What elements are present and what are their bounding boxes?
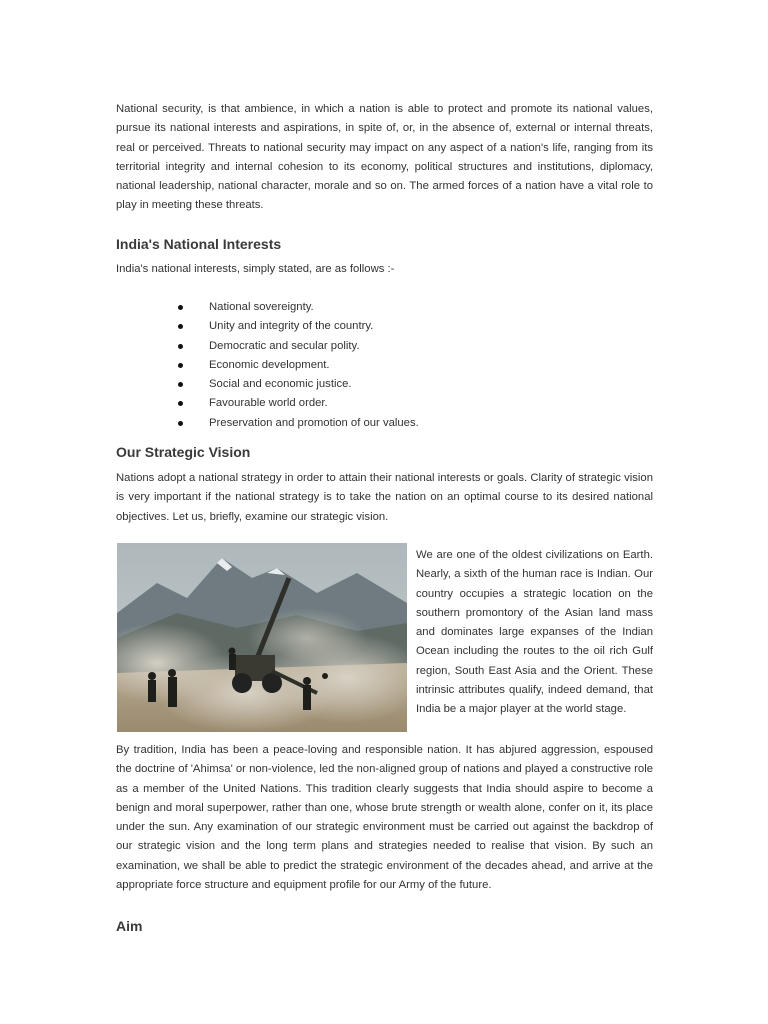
list-item: Social and economic justice. bbox=[116, 375, 653, 394]
heading-national-interests: India's National Interests bbox=[116, 236, 282, 252]
bullet-icon bbox=[178, 401, 183, 406]
bullet-icon bbox=[178, 382, 183, 387]
heading-aim: Aim bbox=[116, 918, 143, 934]
bullet-icon bbox=[178, 305, 183, 310]
bullet-icon bbox=[178, 421, 183, 426]
artillery-photo bbox=[117, 543, 407, 732]
intro-paragraph: National security, is that ambience, in which a nation is able to protect and promote its national values, pursue its national interests and aspirations, in spite of, or, in the absence of, external or internal threats, real or perceived. Threats to national security may impact on any aspect of a nation's life, ranging from its territorial integrity and internal cohesion to its economy, political structures and institutions, diplomacy, national leadership, national character, morale and so on. The armed forces of a nation have a vital role to play in meeting these threats. bbox=[116, 103, 653, 212]
list-item: Favourable world order. bbox=[116, 394, 653, 413]
list-item: Preservation and promotion of our values. bbox=[116, 414, 653, 433]
list-item: Unity and integrity of the country. bbox=[116, 317, 653, 336]
bullet-icon bbox=[178, 344, 183, 349]
artillery-photo-graphic bbox=[117, 543, 407, 732]
bullet-icon bbox=[178, 324, 183, 329]
list-item: Democratic and secular polity. bbox=[116, 337, 653, 356]
vision-figure-text: We are one of the oldest civilizations on Earth. Nearly, a sixth of the human race is Indian. Our country occupies a strategic location on the southern promontory of the Asian land mass and dominates large expanses of the Indian Ocean including the routes to the oil rich Gulf region, South East Asia and the Orient. These intrinsic attributes qualify, indeed demand, that India be a major player at the world stage. bbox=[416, 549, 653, 716]
list-item: National sovereignty. bbox=[116, 298, 653, 317]
list-item: Economic development. bbox=[116, 356, 653, 375]
vision-paragraph-1: Nations adopt a national strategy in order to attain their national interests or goals. Clarity of strategic vision is very important if the national strategy is to take the nation on an optimal course to its desired national objectives. Let us, briefly, examine our strategic vision. bbox=[116, 472, 653, 523]
national-interests-list bbox=[116, 298, 653, 433]
vision-paragraph-2: By tradition, India has been a peace-loving and responsible nation. It has abjured aggression, espoused the doctrine of 'Ahimsa' or non-violence, led the non-aligned group of nations and played a constructive role as a member of the United Nations. This tradition clearly suggests that India should aspire to become a benign and moral superpower, rather than one, whose brute strength or wealth alone, confer on it, its place under the sun. Any examination of our strategic environment must be carried out against the backdrop of our strategic vision and the long term plans and strategies needed to realise that vision. By such an examination, we shall be able to predict the strategic environment of the decades ahead, and arrive at the appropriate force structure and equipment profile for our Army of the future. bbox=[116, 744, 653, 892]
interests-lead: India's national interests, simply stated, are as follows :- bbox=[116, 263, 395, 275]
heading-strategic-vision: Our Strategic Vision bbox=[116, 444, 251, 460]
bullet-icon bbox=[178, 363, 183, 368]
